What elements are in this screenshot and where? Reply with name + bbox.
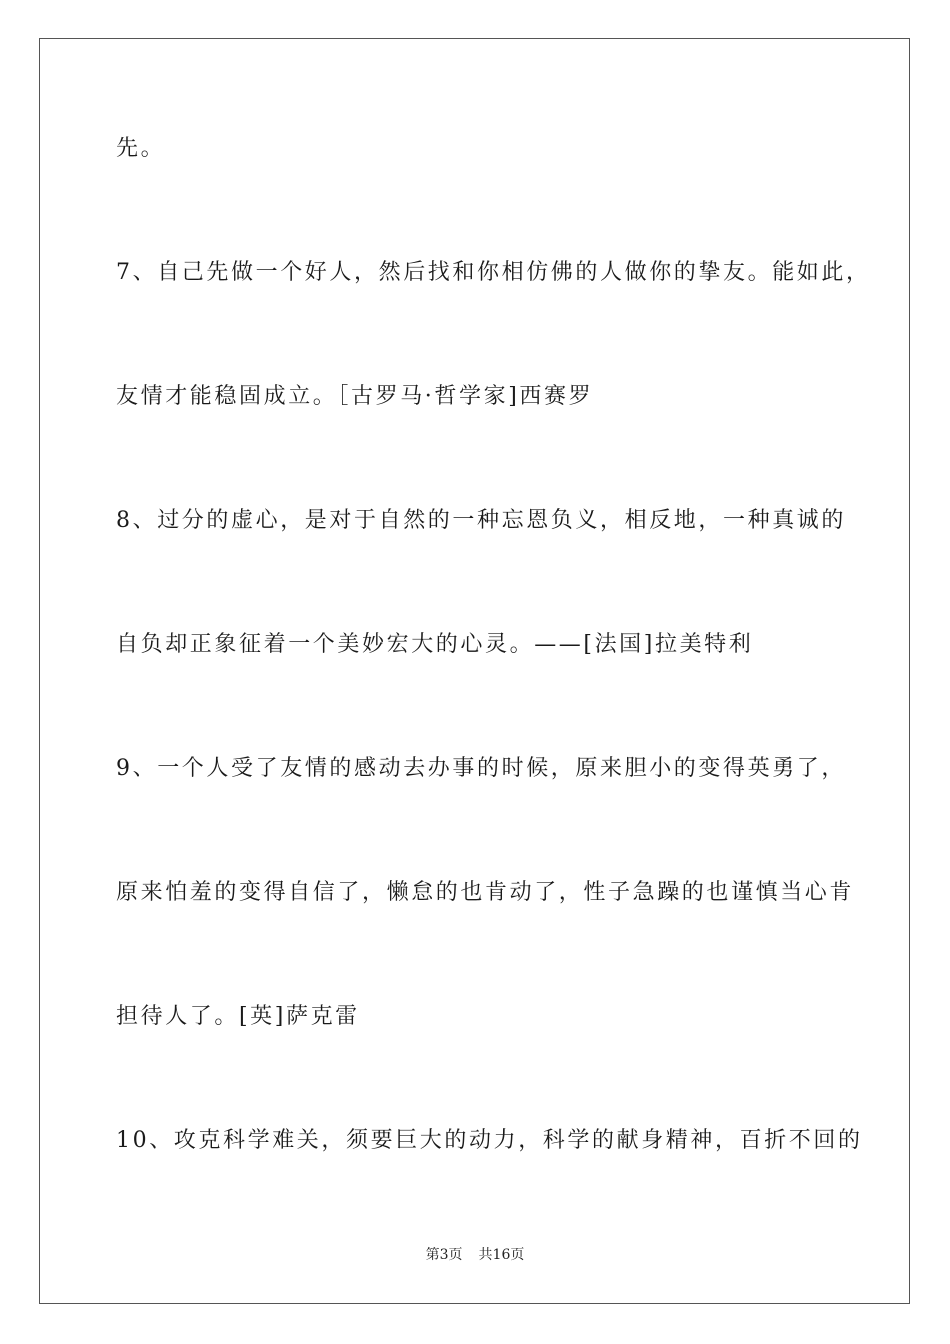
- text-line: 10、攻克科学难关，须要巨大的动力，科学的献身精神，百折不回的: [116, 1128, 863, 1153]
- page-total: 共16页: [478, 1247, 525, 1263]
- text-line: 先。: [116, 136, 166, 161]
- text-line: 自负却正象征着一个美妙宏大的心灵。——[法国]拉美特利: [116, 632, 754, 657]
- text-line: 担待人了。[英]萨克雷: [116, 1004, 360, 1029]
- page-border: [39, 38, 910, 1304]
- text-line: 7、自己先做一个好人，然后找和你相仿佛的人做你的挚友。能如此，: [116, 260, 871, 285]
- text-line: 9、一个人受了友情的感动去办事的时候，原来胆小的变得英勇了，: [116, 756, 846, 781]
- text-line: 8、过分的虚心，是对于自然的一种忘恩负义，相反地，一种真诚的: [116, 508, 846, 533]
- page-footer: [0, 1245, 950, 1265]
- text-line: 友情才能稳固成立。［古罗马·哲学家]西赛罗: [116, 384, 594, 409]
- text-line: 原来怕羞的变得自信了，懒怠的也肯动了，性子急躁的也谨慎当心肯: [116, 880, 855, 905]
- page-number: 第3页: [425, 1247, 463, 1263]
